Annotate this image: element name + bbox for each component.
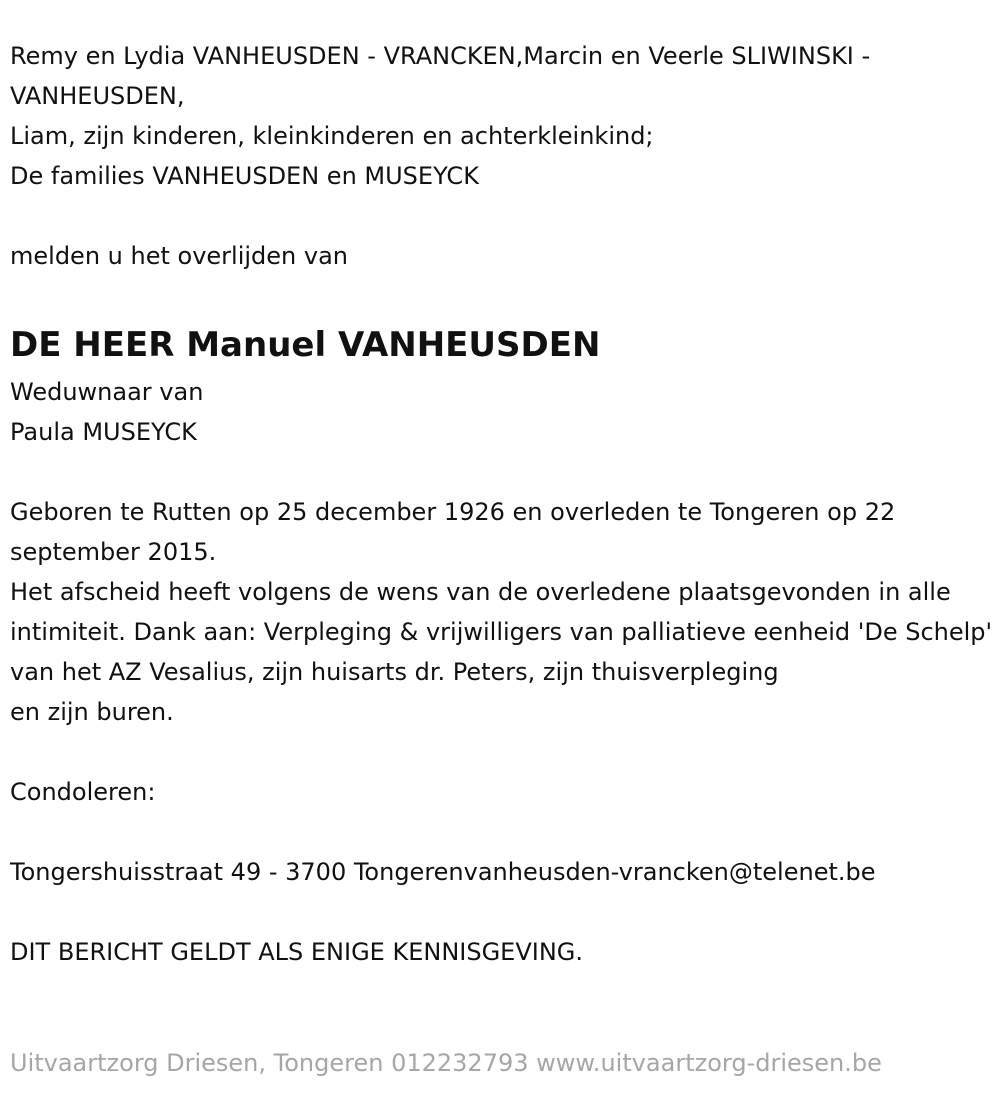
widower-label: Weduwnaar van <box>10 378 204 406</box>
farewell-end-text: en zijn buren. <box>10 698 174 726</box>
spacer <box>10 196 995 236</box>
spacer <box>10 812 995 852</box>
announcement-text: melden u het overlijden van <box>10 242 348 270</box>
obituary-notice <box>10 36 995 972</box>
spacer <box>10 892 995 932</box>
condolences-label: Condoleren: <box>10 778 156 806</box>
spacer <box>10 276 995 316</box>
spacer <box>10 452 995 492</box>
spouse-name: Paula MUSEYCK <box>10 418 197 446</box>
deceased-name: DE HEER Manuel VANHEUSDEN <box>10 325 601 365</box>
notice-text: DIT BERICHT GELDT ALS ENIGE KENNISGEVING. <box>10 938 584 966</box>
funeral-home-footer: Uitvaartzorg Driesen, Tongeren 012232793 www.uitvaartzorg-driesen.be <box>10 1049 882 1077</box>
families-line: De families VANHEUSDEN en MUSEYCK <box>10 162 479 190</box>
grandchildren-line: Liam, zijn kinderen, kleinkinderen en achterkleinkind; <box>10 122 654 150</box>
farewell-text: Het afscheid heeft volgens de wens van de overledene plaatsgevonden in alle intimiteit. Dank aan: Verpleging & vrijwilligers van palliatieve eenheid 'De Schelp' van het AZ Vesalius, zijn huisarts dr. Peters, zijn thuisverpleging <box>10 578 993 686</box>
spacer <box>10 732 995 772</box>
condolences-address: Tongershuisstraat 49 - 3700 Tongerenvanheusden-vrancken@telenet.be <box>10 858 876 886</box>
birth-death-text: Geboren te Rutten op 25 december 1926 en overleden te Tongeren op 22 september 2015. <box>10 498 896 566</box>
family-names: Remy en Lydia VANHEUSDEN - VRANCKEN,Marcin en Veerle SLIWINSKI - VANHEUSDEN, <box>10 42 871 110</box>
